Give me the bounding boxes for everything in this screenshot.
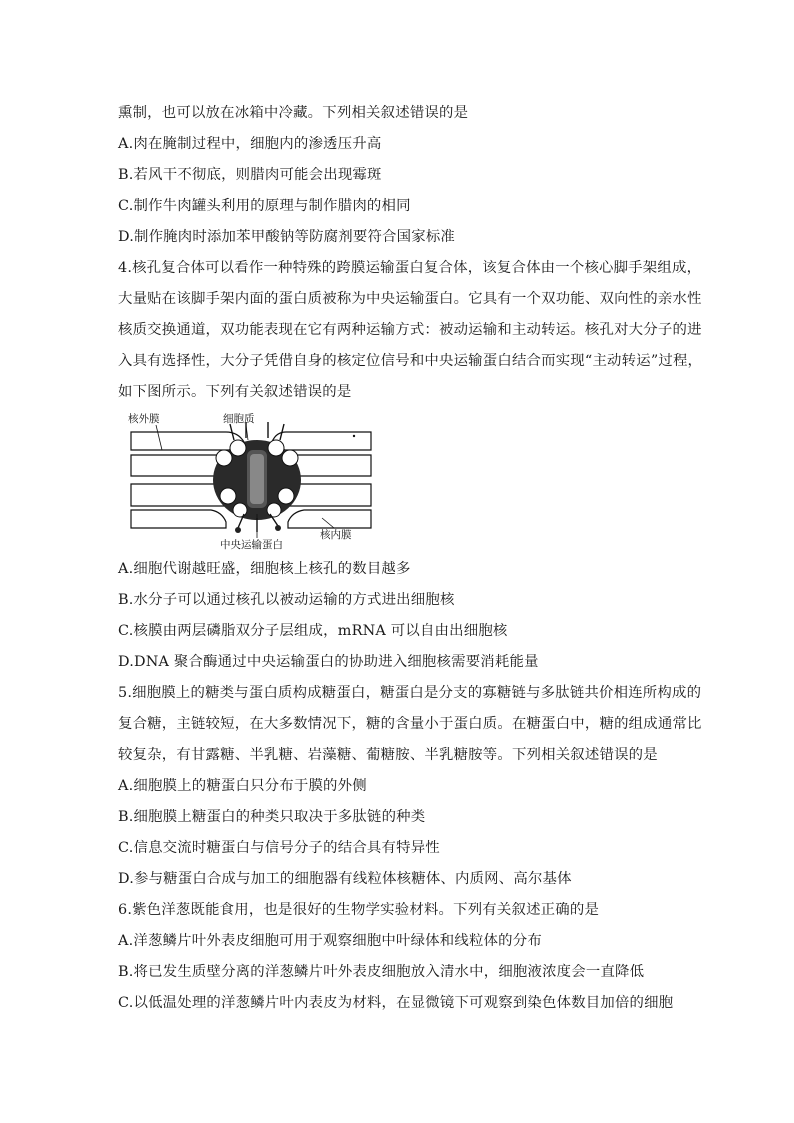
line-16: 复合糖，主链较短，在大多数情况下，糖的含量小于蛋白质。在糖蛋白中，糖的组成通常比 — [118, 716, 702, 732]
line-22: 6.紫色洋葱既能食用，也是很好的生物学实验材料。下列有关叙述正确的是 — [118, 902, 600, 918]
line-7: 大量贴在该脚手架内面的蛋白质被称为中央运输蛋白。它具有一个双功能、双向性的亲水性 — [118, 291, 702, 307]
line-23: A.洋葱鳞片叶外表皮细胞可用于观察细胞中叶绿体和线粒体的分布 — [118, 933, 542, 949]
label-cytoplasm: 细胞质 — [223, 413, 255, 425]
line-9: 入具有选择性，大分子凭借自身的核定位信号和中央运输蛋白结合而实现“主动转运”过程， — [118, 353, 703, 369]
nuclear-pore-diagram — [126, 410, 376, 550]
line-13: C.核膜由两层磷脂双分子层组成，mRNA 可以自由出细胞核 — [118, 623, 508, 639]
line-11: A.细胞代谢越旺盛，细胞核上核孔的数目越多 — [118, 561, 411, 577]
line-8: 核质交换通道，双功能表现在它有两种运输方式：被动运输和主动转运。核孔对大分子的进 — [118, 322, 702, 338]
line-3: B.若风干不彻底，则腊肉可能会出现霉斑 — [118, 167, 382, 183]
line-20: C.信息交流时糖蛋白与信号分子的结合具有特异性 — [118, 840, 440, 856]
line-21: D.参与糖蛋白合成与加工的细胞器有线粒体核糖体、内质网、高尔基体 — [118, 871, 572, 887]
line-6: 4.核孔复合体可以看作一种特殊的跨膜运输蛋白复合体，该复合体由一个核心脚手架组成， — [118, 260, 702, 276]
line-24: B.将已发生质壁分离的洋葱鳞片叶外表皮细胞放入清水中，细胞液浓度会一直降低 — [118, 964, 645, 980]
line-12: B.水分子可以通过核孔以被动运输的方式进出细胞核 — [118, 592, 455, 608]
line-19: B.细胞膜上糖蛋白的种类只取决于多肽链的种类 — [118, 809, 426, 825]
line-10: 如下图所示。下列有关叙述错误的是 — [118, 384, 352, 400]
line-5: D.制作腌肉时添加苯甲酸钠等防腐剂要符合国家标准 — [118, 229, 455, 245]
line-15: 5.细胞膜上的糖类与蛋白质构成糖蛋白，糖蛋白是分支的寡糖链与多肽链共价相连所构成的 — [118, 685, 702, 701]
line-14: D.DNA 聚合酶通过中央运输蛋白的协助进入细胞核需要消耗能量 — [118, 654, 539, 670]
line-25: C.以低温处理的洋葱鳞片叶内表皮为材料，在显微镜下可观察到染色体数目加倍的细胞 — [118, 995, 674, 1011]
line-2: A.肉在腌制过程中，细胞内的渗透压升高 — [118, 136, 382, 152]
line-17: 较复杂，有甘露糖、半乳糖、岩藻糖、葡糖胺、半乳糖胺等。下列相关叙述错误的是 — [118, 747, 658, 763]
line-1: 熏制，也可以放在冰箱中冷藏。下列相关叙述错误的是 — [118, 105, 469, 121]
label-central-protein: 中央运输蛋白 — [220, 539, 283, 550]
label-outer-membrane: 核外膜 — [128, 413, 160, 425]
line-4: C.制作牛肉罐头利用的原理与制作腊肉的相同 — [118, 198, 411, 214]
label-inner-membrane: 核内膜 — [320, 529, 352, 541]
line-18: A.细胞膜上的糖蛋白只分布于膜的外侧 — [118, 778, 367, 794]
